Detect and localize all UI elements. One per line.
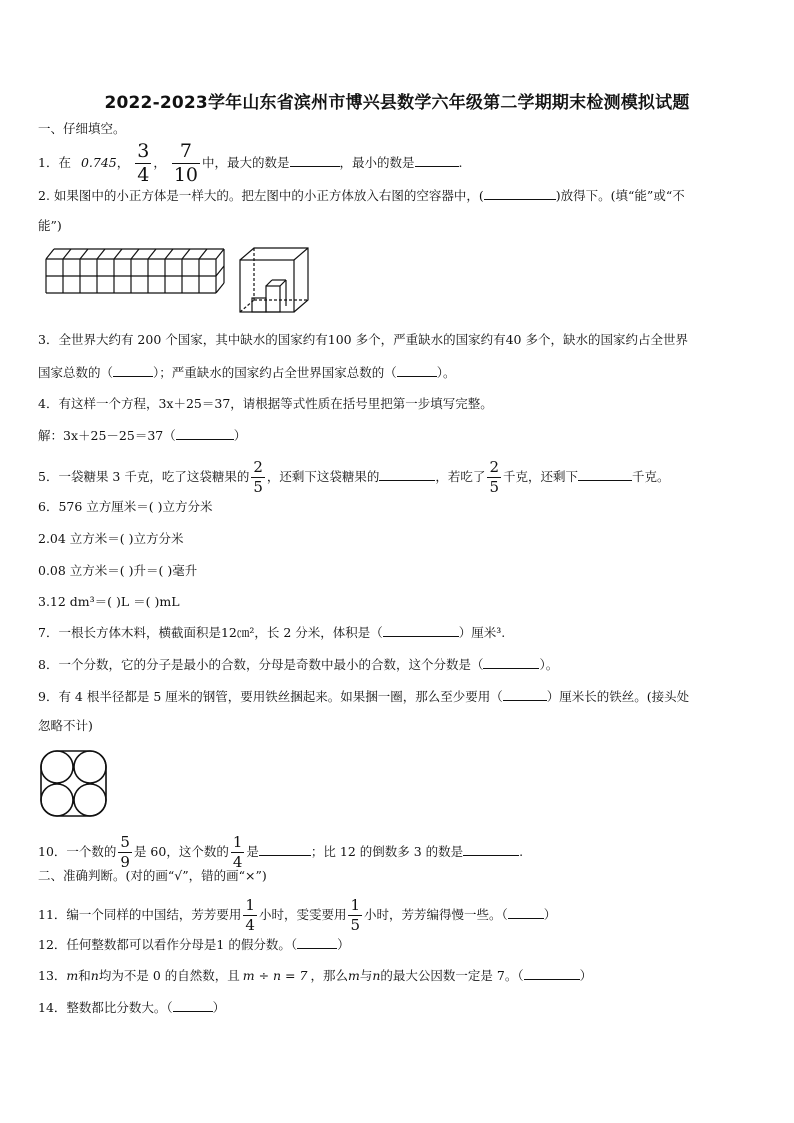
q8-end: ）。 xyxy=(539,657,559,672)
q1-fraction-2 xyxy=(172,142,200,185)
q1-end: . xyxy=(458,155,463,170)
question-13 xyxy=(38,966,592,985)
q13-text-mid2: ，那么 xyxy=(310,968,348,983)
q5-end: 千克。 xyxy=(632,469,670,484)
q5-f-den: 5 xyxy=(253,478,263,496)
q1-sep-2: ， xyxy=(153,155,166,170)
q12-answer-blank[interactable] xyxy=(297,935,337,949)
q10-text-mid3: ；比 12 的倒数多 3 的数是 xyxy=(310,844,464,859)
q3-answer-blank-2[interactable] xyxy=(397,363,437,377)
question-4-line-2 xyxy=(38,426,246,445)
q10-prefix: 10．一个数的 xyxy=(38,844,117,859)
q11-f1-num: 1 xyxy=(245,896,255,914)
q10-f2-num: 1 xyxy=(232,833,243,851)
question-12 xyxy=(38,935,350,954)
q9-answer-blank[interactable] xyxy=(503,687,547,701)
q5-answer-blank-1[interactable] xyxy=(379,467,435,481)
q13-text-mid3: 与 xyxy=(359,968,373,983)
question-9-line-1 xyxy=(38,687,689,706)
page-title: 2022-2023学年山东省滨州市博兴县数学六年级第二学期期末检测模拟试题 xyxy=(104,93,690,113)
q5-answer-blank-2[interactable] xyxy=(578,467,632,481)
q13-var-m: m xyxy=(66,968,79,983)
q1-answer-blank-2[interactable] xyxy=(415,153,459,167)
q9-text-1: 9．有 4 根半径都是 5 厘米的钢管，要用铁丝捆起来。如果捆一圈，那么至少要用（ xyxy=(38,689,503,704)
q13-text-mid: 均为不是 0 的自然数，且 xyxy=(98,968,240,983)
question-4-line-1: 4．有这样一个方程，3x＋25＝37，请根据等式性质在括号里把第一步填写完整。 xyxy=(38,396,493,411)
q1-text-mid2: ，最小的数是 xyxy=(339,155,415,170)
q5-prefix: 5．一袋糖果 3 千克，吃了这袋糖果的 xyxy=(38,469,250,484)
q7-prefix: 7．一根长方体木料，横截面积是12㎝²，长 2 分米，体积是（ xyxy=(38,625,383,640)
q5-fraction-1 xyxy=(251,460,265,495)
question-11 xyxy=(38,898,556,933)
q14-prefix: 14．整数都比分数大。（ xyxy=(38,1000,173,1015)
q1-f2-den: 10 xyxy=(173,164,199,186)
q13-var-n-2: n xyxy=(372,968,381,983)
q3-text-b: ）；严重缺水的国家约占全世界国家总数的（ xyxy=(153,365,397,380)
question-7 xyxy=(38,623,505,642)
q1-f1-den: 4 xyxy=(137,164,150,186)
q8-prefix: 8．一个分数，它的分子是最小的合数，分母是奇数中最小的合数，这个分数是（ xyxy=(38,657,484,672)
q12-prefix: 12．任何整数都可以看作分母是1 的假分数。（ xyxy=(38,937,298,952)
q12-end: ） xyxy=(337,937,350,952)
q1-answer-blank-1[interactable] xyxy=(290,153,340,167)
question-2-line-1 xyxy=(38,186,685,205)
bundled-pipes-figure xyxy=(38,749,110,819)
question-5 xyxy=(38,460,670,495)
q4-answer-blank[interactable] xyxy=(176,426,234,440)
q4-text-2: 解：3x＋25－25＝37（ xyxy=(38,428,176,443)
q3-text-c: ）。 xyxy=(436,365,456,380)
q13-text-mid4: 的最大公因数一定是 7。（ xyxy=(380,968,524,983)
cube-row-figure xyxy=(44,239,230,311)
q10-text-mid: 是 60，这个数的 xyxy=(133,844,229,859)
q2-answer-blank[interactable] xyxy=(484,186,556,200)
q10-text-mid2: 是 xyxy=(246,844,259,859)
q1-fraction-1 xyxy=(135,142,151,185)
q11-text-mid2: 小时，芳芳编得慢一些。（ xyxy=(364,907,508,922)
q10-end: . xyxy=(519,844,524,859)
q1-f2-num: 7 xyxy=(172,142,200,164)
q5-text-mid2: ，若吃了 xyxy=(435,469,486,484)
q5-f2-num: 2 xyxy=(489,458,499,476)
q5-text-mid: ，还剩下这袋糖果的 xyxy=(266,469,380,484)
q11-answer-blank[interactable] xyxy=(508,905,544,919)
q10-fraction-1 xyxy=(118,835,132,870)
question-8 xyxy=(38,655,558,674)
q5-text-mid3: 千克，还剩下 xyxy=(502,469,578,484)
question-6-c: 0.08 立方米＝( )升＝( )毫升 xyxy=(38,563,198,578)
q1-sep-1: ， xyxy=(116,155,130,170)
q11-fraction-2 xyxy=(348,898,362,933)
q13-var-n: n xyxy=(90,968,99,983)
question-2-line-2: 能”) xyxy=(38,218,62,233)
q5-fraction-2 xyxy=(487,460,501,495)
question-10 xyxy=(38,835,523,870)
q11-fraction-1 xyxy=(243,898,257,933)
q5-f-num: 2 xyxy=(253,458,263,476)
q1-number: 0.745 xyxy=(80,155,117,170)
question-6-a: 6．576 立方厘米＝( )立方分米 xyxy=(38,499,213,514)
q14-end: ） xyxy=(212,1000,226,1015)
question-3-line-1: 3．全世界大约有 200 个国家，其中缺水的国家约有100 多个，严重缺水的国家约有40 多个，缺水的国家约占全世界 xyxy=(38,332,688,347)
q13-and: 和 xyxy=(78,968,91,983)
q1-f1-num: 3 xyxy=(137,140,150,162)
question-6-b: 2.04 立方米＝( )立方分米 xyxy=(38,531,184,546)
q3-text-a: 国家总数的（ xyxy=(38,365,114,380)
q7-answer-blank[interactable] xyxy=(383,623,459,637)
q13-answer-blank[interactable] xyxy=(524,966,580,980)
q13-equation: m ÷ n = 7 xyxy=(242,968,308,983)
q10-fraction-2 xyxy=(231,835,245,870)
q7-end: ）厘米³. xyxy=(458,625,506,640)
q1-prefix: 1．在 xyxy=(38,155,71,170)
q2-text-1: 2. 如果图中的小正方体是一样大的。把左图中的小正方体放入右图的空容器中，( xyxy=(38,188,484,203)
q3-answer-blank-1[interactable] xyxy=(113,363,153,377)
q13-var-m-2: m xyxy=(347,968,360,983)
q1-text-mid: 中，最大的数是 xyxy=(202,155,290,170)
question-14 xyxy=(38,998,225,1017)
q2-text-1b: )放得下。(填“能”或“不 xyxy=(555,188,685,203)
q10-f2-den: 4 xyxy=(232,853,243,871)
q10-answer-blank-1[interactable] xyxy=(259,842,311,856)
container-box-figure xyxy=(238,246,312,314)
question-3-line-2 xyxy=(38,363,456,382)
q11-f1-den: 4 xyxy=(245,916,255,934)
question-9-line-2: 忽略不计) xyxy=(38,718,93,733)
q11-end: ） xyxy=(543,907,557,922)
q10-answer-blank-2[interactable] xyxy=(463,842,519,856)
q11-f2-num: 1 xyxy=(350,896,361,914)
q11-text-mid: 小时，雯雯要用 xyxy=(258,907,347,922)
question-6-d: 3.12 dm³＝( )L ＝( )mL xyxy=(38,594,180,609)
q10-f1-num: 5 xyxy=(120,833,130,851)
q11-f2-den: 5 xyxy=(350,916,361,934)
q5-f2-den: 5 xyxy=(489,478,499,496)
section-2-heading: 二、准确判断。(对的画“√”，错的画“×”) xyxy=(38,868,267,883)
question-1 xyxy=(38,142,463,185)
q9-text-1b: ）厘米长的铁丝。(接头处 xyxy=(546,689,690,704)
q10-f1-den: 9 xyxy=(120,853,130,871)
q4-text-2b: ） xyxy=(233,428,247,443)
q13-prefix: 13． xyxy=(38,968,67,983)
q14-answer-blank[interactable] xyxy=(173,998,213,1012)
q11-prefix: 11．编一个同样的中国结，芳芳要用 xyxy=(38,907,242,922)
q8-answer-blank[interactable] xyxy=(483,655,539,669)
section-1-heading: 一、仔细填空。 xyxy=(38,121,126,136)
q13-end: ） xyxy=(579,968,593,983)
